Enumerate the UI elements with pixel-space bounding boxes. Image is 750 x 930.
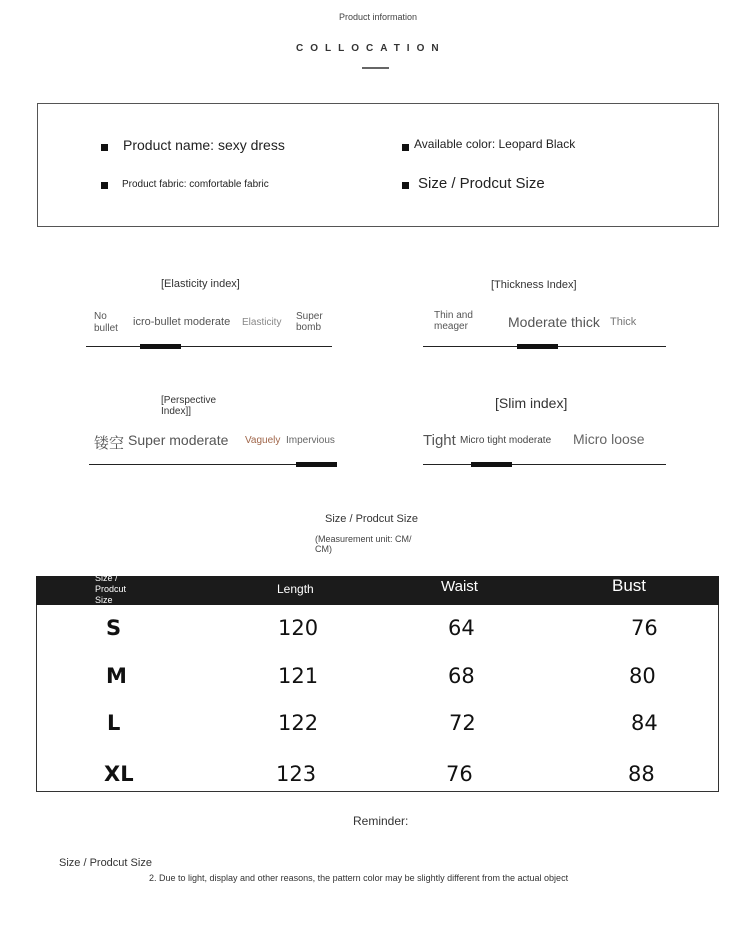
perspective-option: Vaguely xyxy=(245,435,281,446)
elasticity-option: icro-bullet moderate xyxy=(133,316,231,328)
table-cell-bust: 80 xyxy=(629,664,656,688)
table-header-length: Length xyxy=(277,582,314,596)
table-cell-size: L xyxy=(107,711,121,735)
table-cell-size: XL xyxy=(104,762,134,786)
table-cell-size: M xyxy=(106,664,127,688)
thickness-option: Thin and meager xyxy=(434,310,473,332)
table-header-waist: Waist xyxy=(441,578,478,595)
table-cell-size: S xyxy=(106,616,122,640)
perspective-label: [Perspective Index]] xyxy=(161,395,217,417)
elasticity-option: No bullet xyxy=(94,311,118,334)
bullet-icon xyxy=(402,144,409,151)
table-cell-length: 121 xyxy=(278,664,319,688)
elasticity-option: Elasticity xyxy=(242,317,282,328)
slim-marker xyxy=(471,462,512,467)
footer-note: 2. Due to light, display and other reasons, the pattern color may be slightly different from the actual object xyxy=(149,873,569,883)
table-cell-length: 123 xyxy=(276,762,317,786)
table-cell-waist: 68 xyxy=(448,664,475,688)
measurement-unit: (Measurement unit: CM/ CM) xyxy=(315,534,412,554)
elasticity-scale xyxy=(86,346,332,347)
bullet-icon xyxy=(101,144,108,151)
table-cell-length: 122 xyxy=(278,711,319,735)
table-cell-waist: 76 xyxy=(446,762,473,786)
slim-label: [Slim index] xyxy=(495,395,568,411)
table-cell-waist: 72 xyxy=(449,711,476,735)
table-cell-bust: 88 xyxy=(628,762,655,786)
slim-option: Tight xyxy=(423,432,456,449)
bullet-icon xyxy=(402,182,409,189)
perspective-option: 镂空 xyxy=(94,435,125,452)
table-cell-bust: 76 xyxy=(631,616,658,640)
thickness-marker xyxy=(517,344,558,349)
thickness-option: Thick xyxy=(610,316,637,328)
slim-option: Micro loose xyxy=(573,431,645,447)
product-name: Product name: sexy dress xyxy=(123,137,285,153)
footer-size-label: Size / Prodcut Size xyxy=(59,857,152,869)
perspective-marker xyxy=(296,462,337,467)
size-section-title: Size / Prodcut Size xyxy=(325,513,418,525)
elasticity-option: Super bomb xyxy=(296,311,323,333)
slim-scale xyxy=(423,464,666,465)
page-title: COLLOCATION xyxy=(296,43,446,54)
table-header-size: Size / Prodcut Size xyxy=(95,573,127,605)
title-divider xyxy=(362,67,389,69)
product-fabric: Product fabric: comfortable fabric xyxy=(122,179,269,190)
table-cell-waist: 64 xyxy=(448,616,475,640)
available-color: Available color: Leopard Black xyxy=(414,137,576,151)
product-info-box xyxy=(37,103,719,227)
bullet-icon xyxy=(101,182,108,189)
reminder-heading: Reminder: xyxy=(353,814,409,828)
perspective-option: Impervious xyxy=(286,435,335,446)
perspective-option: Super moderate xyxy=(128,432,229,448)
elasticity-label: [Elasticity index] xyxy=(161,278,240,290)
slim-option: Micro tight moderate xyxy=(460,435,552,446)
elasticity-marker xyxy=(140,344,181,349)
product-size: Size / Prodcut Size xyxy=(418,175,545,192)
header-small-label: Product information xyxy=(339,12,418,22)
thickness-option: Moderate thick xyxy=(508,314,600,330)
table-cell-bust: 84 xyxy=(631,711,658,735)
size-table xyxy=(36,576,719,792)
table-header-bust: Bust xyxy=(612,576,647,595)
table-cell-length: 120 xyxy=(278,616,319,640)
thickness-label: [Thickness Index] xyxy=(491,279,577,291)
